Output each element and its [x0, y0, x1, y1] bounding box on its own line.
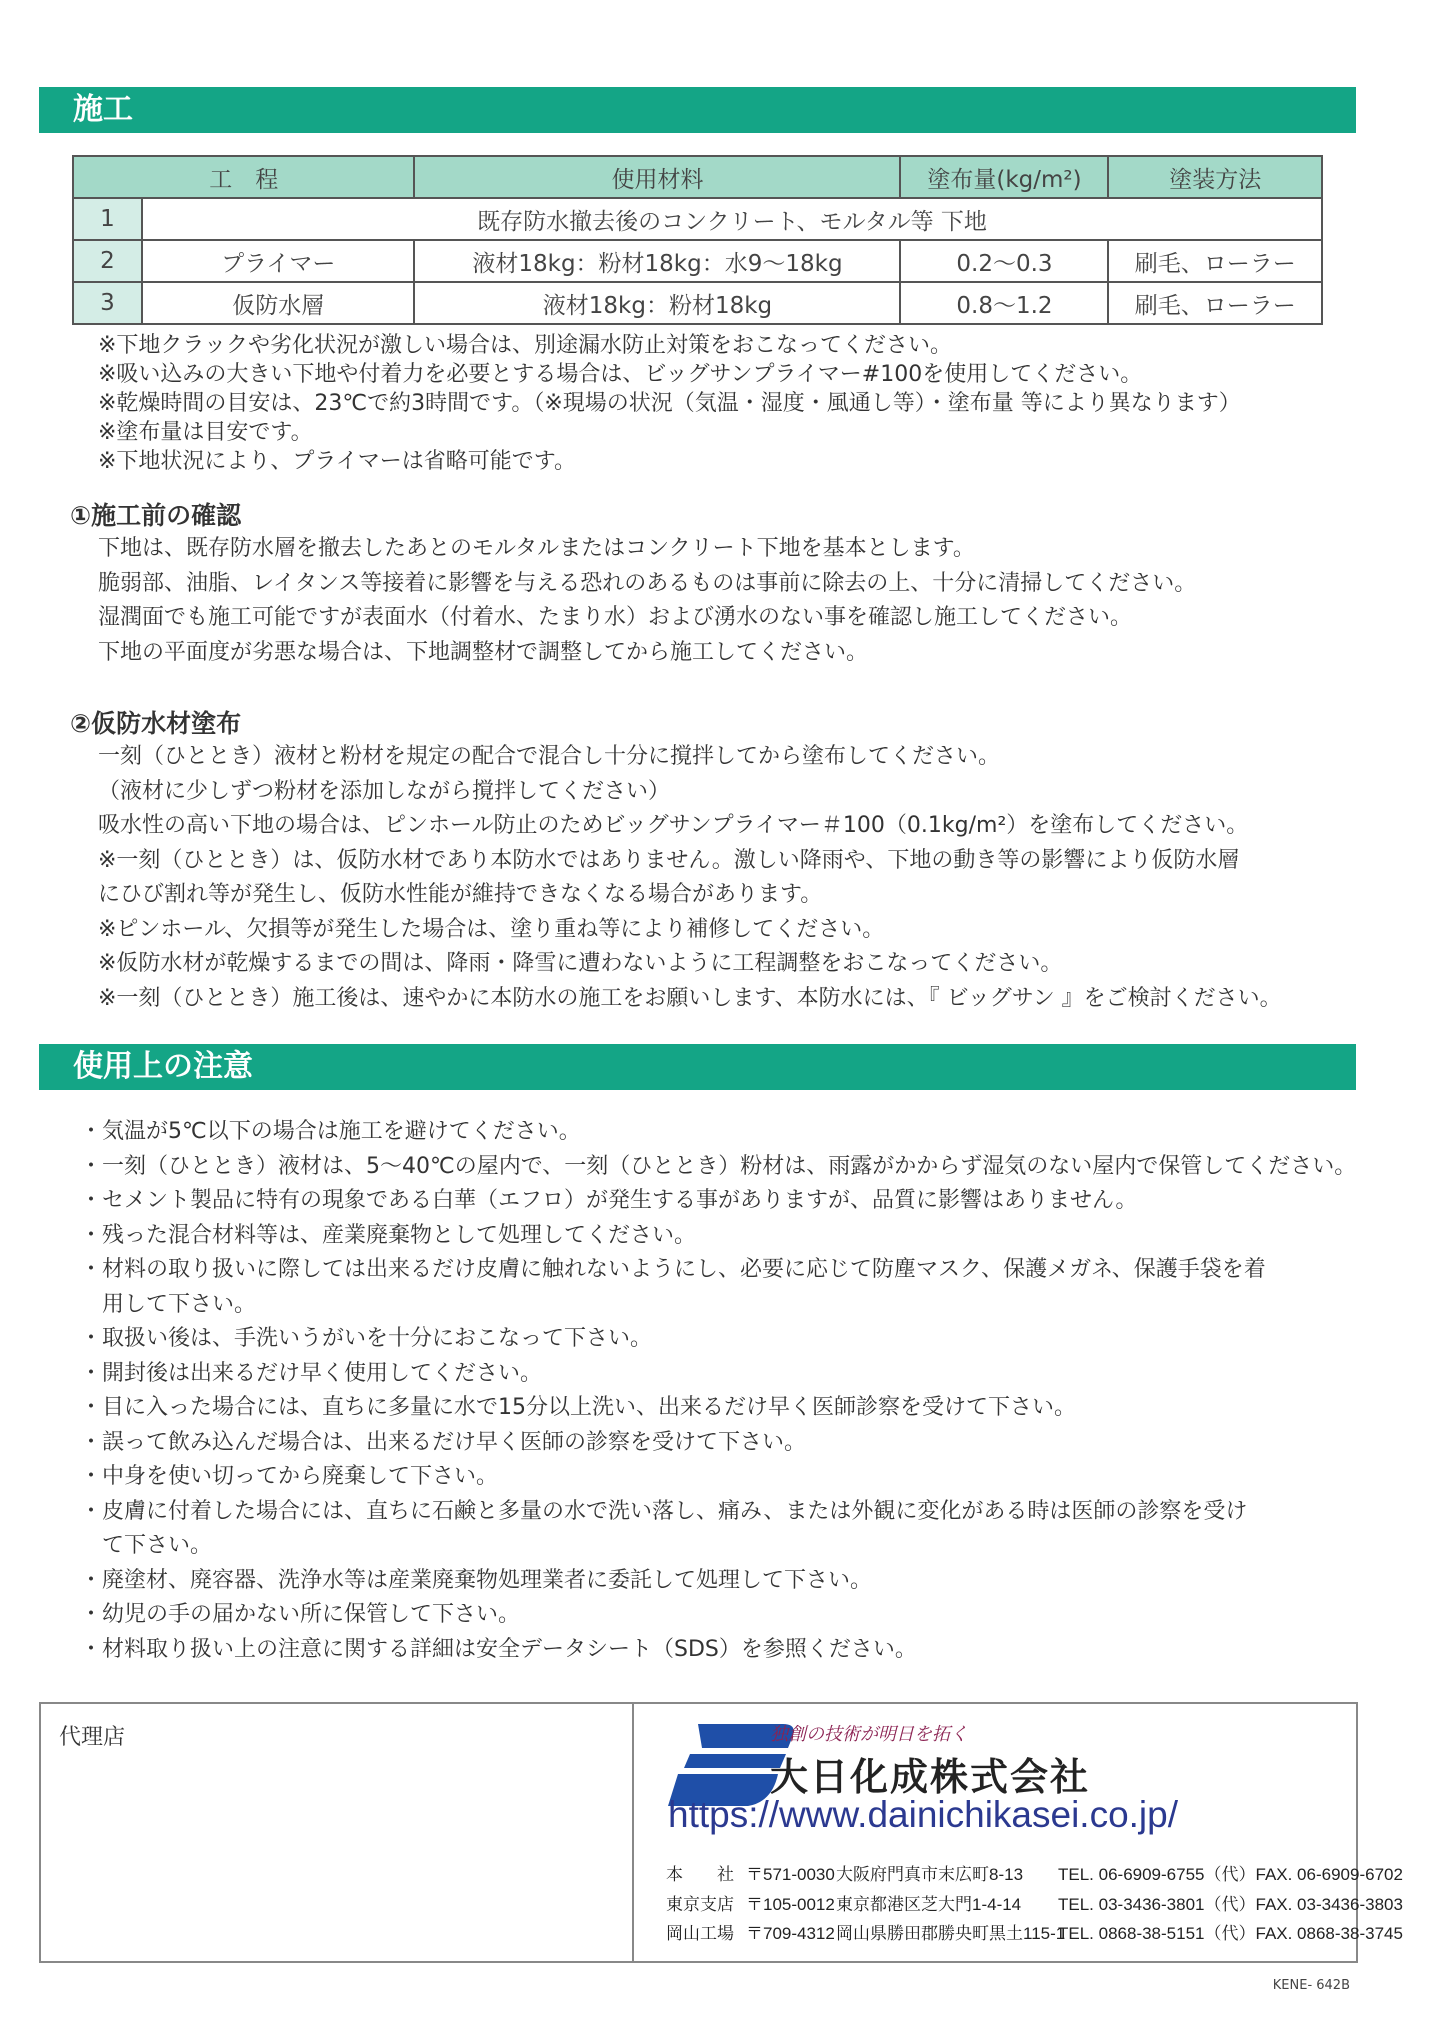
step1-section [70, 496, 1196, 670]
text-line: （液材に少しずつ粉材を添加しながら撹拌してください） [98, 778, 671, 804]
table-header-row [73, 156, 1322, 198]
list-item: て下さい。 [80, 1533, 213, 1558]
step2-body [70, 740, 1282, 1016]
row-method: 刷毛、ローラー [1108, 282, 1322, 324]
row-amount: 0.2〜0.3 [900, 240, 1108, 282]
office-zip: 〒709-4312 [746, 1924, 835, 1943]
divider [632, 1704, 634, 1961]
table-notes [98, 331, 1241, 476]
text-line: ※仮防水材が乾燥するまでの間は、降雨・降雪に遭わないように工程調整をおこなってください。 [98, 951, 1063, 976]
text-line: ※一刻（ひととき）は、仮防水材であり本防水ではありません。激しい降雨や、下地の動き等の影響により仮防水層 [98, 847, 1240, 873]
text-line: 下地の平面度が劣悪な場合は、下地調整材で調整してから施工してください。 [98, 639, 869, 665]
text-line: ※ピンホール、欠損等が発生した場合は、塗り重ね等により補修してください。 [98, 916, 885, 942]
step2-title: ②仮防水材塗布 [70, 709, 242, 738]
office-addresses [666, 1860, 1403, 1949]
list-item: ・セメント製品に特有の現象である白華（エフロ）が発生する事がありますが、品質に影響はありません。 [80, 1188, 1138, 1213]
list-item: ・中身を使い切ってから廃棄して下さい。 [80, 1464, 499, 1489]
header-material: 使用材料 [414, 156, 900, 198]
row-process: 仮防水層 [142, 282, 414, 324]
header-method: 塗装方法 [1108, 156, 1322, 198]
company-tagline: 独創の技術が明日を拓く [770, 1724, 968, 1745]
section-header-precautions: 使用上の注意 [39, 1044, 1356, 1090]
list-item: ・残った混合材料等は、産業廃棄物として処理してください。 [80, 1222, 697, 1248]
row-amount: 0.8〜1.2 [900, 282, 1108, 324]
header-process: 工 程 [73, 156, 414, 198]
list-item: ・誤って飲み込んだ場合は、出来るだけ早く医師の診察を受けて下さい。 [80, 1429, 807, 1455]
office-zip: 〒105-0012 [746, 1894, 835, 1914]
list-item: ・開封後は出来るだけ早く使用してください。 [80, 1360, 543, 1386]
office-name: 岡山工場 [666, 1924, 734, 1943]
text-line: 脆弱部、油脂、レイタンス等接着に影響を与える恐れのあるものは事前に除去の上、十分に清掃してください。 [98, 570, 1197, 596]
header-amount: 塗布量(kg/m²) [900, 156, 1108, 198]
office-contact: TEL. 03-3436-3801（代）FAX. 03-3436-3803 [1058, 1894, 1403, 1914]
agent-label: 代理店 [59, 1725, 126, 1750]
note: ※乾燥時間の目安は、23℃で約3時間です。（※現場の状況（気温・湿度・風通し等）・塗布量 等により異なります） [98, 391, 1241, 416]
text-line: にひび割れ等が発生し、仮防水性能が維持できなくなる場合があります。 [98, 882, 823, 907]
note: ※塗布量は目安です。 [98, 420, 313, 445]
note: ※吸い込みの大きい下地や付着力を必要とする場合は、ビッグサンプライマー#100を使用してください。 [98, 362, 1143, 387]
list-item: 用して下さい。 [80, 1291, 257, 1317]
list-item: ・幼児の手の届かない所に保管して下さい。 [80, 1602, 521, 1627]
document-code: KENE- 642B [1272, 1978, 1350, 1993]
text-line: 下地は、既存防水層を撤去したあとのモルタルまたはコンクリート下地を基本とします。 [98, 536, 975, 561]
list-item: ・廃塗材、廃容器、洗浄水等は産業廃棄物処理業者に委託して処理して下さい。 [80, 1567, 873, 1593]
office-address: 岡山県勝田郡勝央町黒土115-1 [836, 1924, 1066, 1943]
list-item: ・材料取り扱い上の注意に関する詳細は安全データシート（SDS）を参照ください。 [80, 1636, 917, 1662]
row-method: 刷毛、ローラー [1108, 240, 1322, 282]
table-row [73, 282, 1322, 324]
precautions-list [80, 1115, 1356, 1667]
step1-body [70, 532, 1196, 670]
office-row [666, 1890, 1403, 1920]
office-contact: TEL. 06-6909-6755（代）FAX. 06-6909-6702 [1058, 1865, 1403, 1884]
text-line: 吸水性の高い下地の場合は、ピンホール防止のためビッグサンプライマー＃100（0.1kg/m²）を塗布してください。 [98, 813, 1249, 838]
office-name: 東京支店 [666, 1894, 734, 1914]
row-material: 液材18kg：粉材18kg：水9〜18kg [414, 240, 900, 282]
text-line: 湿潤面でも施工可能ですが表面水（付着水、たまり水）および湧水のない事を確認し施工してください。 [98, 605, 1133, 630]
row-number: 2 [73, 240, 142, 282]
office-zip: 〒571-0030 [746, 1865, 835, 1884]
row-number: 1 [73, 198, 142, 240]
process-table [72, 155, 1323, 325]
table-row [73, 198, 1322, 240]
row-material: 液材18kg：粉材18kg [414, 282, 900, 324]
list-item: ・気温が5℃以下の場合は施工を避けてください。 [80, 1119, 581, 1144]
office-row [666, 1860, 1403, 1890]
section-header-construction: 施工 [39, 87, 1356, 133]
office-address: 大阪府門真市末広町8-13 [836, 1865, 1024, 1884]
row-merged: 既存防水撤去後のコンクリート、モルタル等 下地 [142, 198, 1322, 240]
list-item: ・材料の取り扱いに際しては出来るだけ皮膚に触れないようにし、必要に応じて防塵マスク、保護メガネ、保護手袋を着 [80, 1257, 1266, 1282]
list-item: ・取扱い後は、手洗いうがいを十分におこなって下さい。 [80, 1326, 653, 1351]
office-row [666, 1919, 1403, 1949]
office-name: 本 社 [666, 1865, 734, 1884]
table-row [73, 240, 1322, 282]
company-name: 大日化成株式会社 [770, 1755, 1091, 1799]
row-process: プライマー [142, 240, 414, 282]
note: ※下地クラックや劣化状況が激しい場合は、別途漏水防止対策をおこなってください。 [98, 333, 952, 358]
company-url[interactable]: https://www.dainichikasei.co.jp/ [668, 1794, 1179, 1835]
office-contact: TEL. 0868-38-5151（代）FAX. 0868-38-3745 [1058, 1924, 1403, 1943]
step1-title: ①施工前の確認 [70, 501, 242, 530]
text-line: ※一刻（ひととき）施工後は、速やかに本防水の施工をお願いします、本防水には、『 ビッグサン 』をご検討ください。 [98, 985, 1282, 1011]
office-address: 東京都港区芝大門1-4-14 [836, 1894, 1022, 1914]
text-line: 一刻（ひととき）液材と粉材を規定の配合で混合し十分に撹拌してから塗布してください。 [98, 744, 1001, 769]
note: ※下地状況により、プライマーは省略可能です。 [98, 449, 577, 474]
list-item: ・目に入った場合には、直ちに多量に水で15分以上洗い、出来るだけ早く医師診察を受けて下さい。 [80, 1395, 1076, 1420]
list-item: ・皮膚に付着した場合には、直ちに石鹸と多量の水で洗い落し、痛み、または外観に変化がある時は医師の診察を受け [80, 1498, 1248, 1524]
list-item: ・一刻（ひととき）液材は、5〜40℃の屋内で、一刻（ひととき）粉材は、雨露がかからず湿気のない屋内で保管してください。 [80, 1153, 1357, 1179]
step2-section [70, 704, 1282, 1016]
row-number: 3 [73, 282, 142, 324]
